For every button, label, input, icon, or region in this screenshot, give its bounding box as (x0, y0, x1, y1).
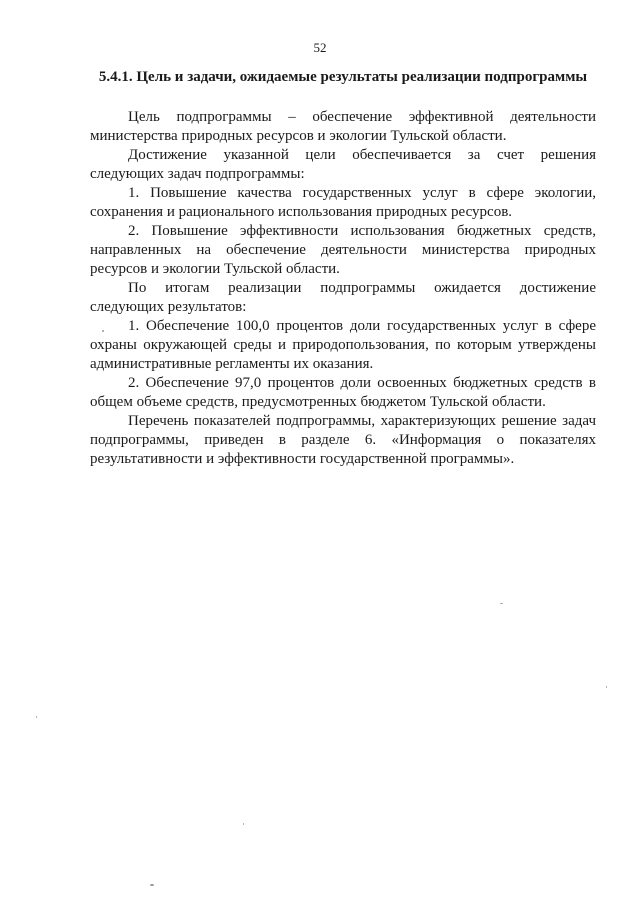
document-body (90, 108, 596, 469)
paragraph-results-intro: По итогам реализации подпрограммы ожидается достижение следующих результатов: (90, 280, 596, 315)
scan-speck (150, 884, 154, 886)
paragraph-task-1: 1. Повышение качества государственных услуг в сфере экологии, сохранения и рационального использования природных ресурсов. (90, 185, 596, 220)
scan-speck (606, 686, 607, 688)
paragraph-goal: Цель подпрограммы – обеспечение эффективной деятельности министерства природных ресурсов и экологии Тульской области. (90, 109, 596, 144)
paragraph-task-2: 2. Повышение эффективности использования бюджетных средств, направленных на обеспечение деятельности министерства природных ресурсов и экологии Тульской области. (90, 223, 596, 277)
scan-speck (243, 823, 244, 825)
scan-speck (36, 716, 37, 718)
paragraph-indicators: Перечень показателей подпрограммы, характеризующих решение задач подпрограммы, приведен в разделе 6. «Информация о показателях результативности и эффективности государственной программы». (90, 413, 596, 467)
paragraph-tasks-intro: Достижение указанной цели обеспечивается за счет решения следующих задач подпрограммы: (90, 147, 596, 182)
scan-speck (102, 330, 104, 332)
paragraph-result-2: 2. Обеспечение 97,0 процентов доли освоенных бюджетных средств в общем объеме средств, предусмотренных бюджетом Тульской области. (90, 375, 596, 410)
scan-speck (500, 603, 503, 604)
page-number: 52 (313, 40, 327, 55)
section-heading: 5.4.1. Цель и задачи, ожидаемые результаты реализации подпрограммы (98, 69, 588, 85)
paragraph-result-1: 1. Обеспечение 100,0 процентов доли государственных услуг в сфере охраны окружающей среды и природопользования, по которым утверждены административные регламенты их оказания. (90, 318, 596, 372)
